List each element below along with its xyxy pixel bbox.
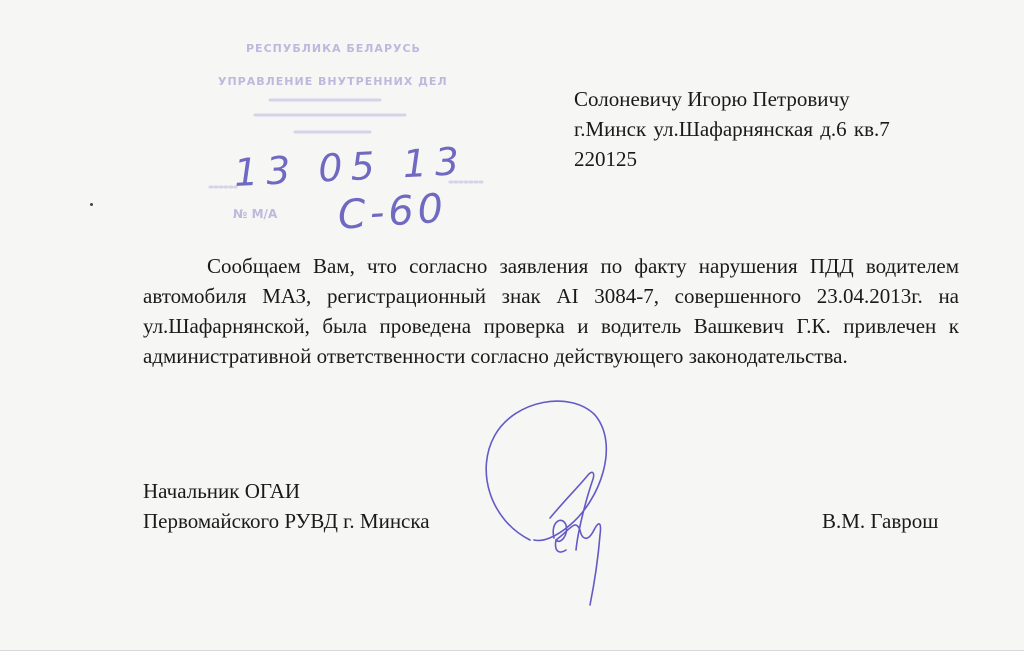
addressee-name: Солоневичу Игорю Петровичу [574,87,850,111]
addressee-address: г.Минск ул.Шафарнянская д.6 кв.7 [574,117,890,141]
addressee-block [574,84,890,174]
stamp-date-handwritten: 13 05 13 [232,138,469,196]
signature-title-line-1: Начальник ОГАИ [143,479,301,503]
stamp-number-prefix: № М/А [233,207,278,221]
signature-title [143,476,430,536]
stamp-line-1: РЕСПУБЛИКА БЕЛАРУСЬ [246,42,421,55]
signature-title-line-2: Первомайского РУВД г. Минска [143,509,430,533]
registration-stamp [200,30,500,240]
handwritten-signature [470,390,650,620]
paper-speck [90,203,93,206]
stamp-line-2: УПРАВЛЕНИЕ ВНУТРЕННИХ ДЕЛ [218,75,448,88]
addressee-postcode: 220125 [574,147,637,171]
paper-bottom-edge [0,650,1024,663]
stamp-number-handwritten: С-60 [336,185,449,239]
signer-name: В.М. Гаврош [822,509,939,533]
letter-body: Сообщаем Вам, что согласно заявления по факту нарушения ПДД водителем автомобиля МАЗ, регистрационный знак AI 3084-7, совершенного 23.04.2013г. на ул.Шафарнянской, была проведена проверка и водитель Вашкевич Г.К. привлечен к административной ответственности согласно действующего законодательства. [143,254,959,368]
